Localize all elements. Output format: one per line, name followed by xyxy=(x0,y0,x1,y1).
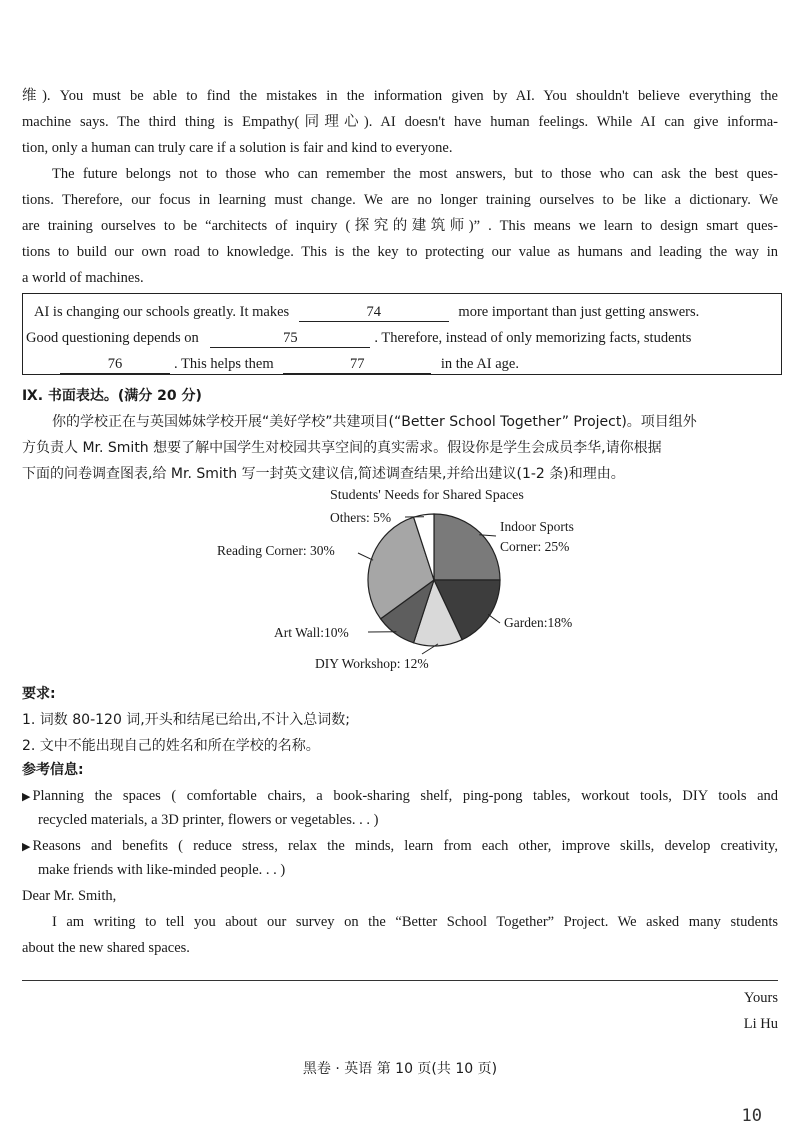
blank-76[interactable]: 76 xyxy=(60,356,170,374)
summary-line-3 xyxy=(60,354,778,374)
passage-line: 维). You must be able to find the mistakes in the information given by AI. You shouldn't believe everything the xyxy=(22,88,778,104)
summary-line-1 xyxy=(34,302,778,322)
reference-reasons-text: Reasons and benefits ( reduce stress, relax the minds, learn from each other, improve skills, develop creativity, xyxy=(32,838,778,854)
summary-text: AI is changing our schools greatly. It makes xyxy=(34,304,290,320)
summary-text: in the AI age. xyxy=(440,356,519,372)
reference-planning xyxy=(22,786,778,807)
triangle-bullet-icon: ▶ xyxy=(22,791,31,803)
reference-title: 参考信息: xyxy=(22,762,84,778)
requirement-item: 1. 词数 80-120 词,开头和结尾已给出,不计入总词数; xyxy=(22,712,350,728)
passage-line: are training ourselves to be “architects of inquiry (探究的建筑师)” . This means we learn to design smart ques- xyxy=(22,218,778,234)
reference-planning-cont: recycled materials, a 3D printer, flowers or vegetables. . . ) xyxy=(38,812,379,828)
passage-line: tion, only a human can truly care if a solution is fair and kind to everyone. xyxy=(22,140,453,156)
passage-line: tions to build our own road to knowledge. This is the key to protecting our value as humans and leading the way in xyxy=(22,244,778,260)
section-intro-line: 你的学校正在与英国姊妹学校开展“美好学校”共建项目(“Better School Together” Project)。项目组外 xyxy=(52,414,697,430)
reference-planning-text: Planning the spaces ( comfortable chairs, a book-sharing shelf, ping-pong tables, workout tools, DIY tools and xyxy=(32,788,778,804)
blank-75[interactable]: 75 xyxy=(210,330,370,348)
summary-text: Good questioning depends on xyxy=(26,330,199,346)
passage-line: tions. Therefore, our focus in learning must change. We are no longer training ourselves to be like a dictionary. We xyxy=(22,192,778,208)
leader-line xyxy=(488,614,500,623)
summary-line-2 xyxy=(26,328,778,348)
section-intro-line: 下面的问卷调查图表,给 Mr. Smith 写一封英文建议信,简述调查结果,并给出建议(1-2 条)和理由。 xyxy=(22,466,625,482)
section-title: Ⅸ. 书面表达。(满分 20 分) xyxy=(22,388,202,404)
pie-label: Corner: 25% xyxy=(500,539,570,554)
pie-label: Art Wall:10% xyxy=(274,625,349,640)
summary-text: . Therefore, instead of only memorizing facts, students xyxy=(374,330,692,346)
pie-label: Indoor Sports xyxy=(500,519,574,534)
writing-area-divider xyxy=(22,980,778,981)
blank-77[interactable]: 77 xyxy=(283,356,431,374)
letter-opening-line: I am writing to tell you about our survey on the “Better School Together” Project. We asked many students xyxy=(52,914,778,930)
pie-label: Reading Corner: 30% xyxy=(217,543,335,558)
passage-line: a world of machines. xyxy=(22,270,144,286)
reference-reasons xyxy=(22,836,778,857)
requirement-item: 2. 文中不能出现自己的姓名和所在学校的名称。 xyxy=(22,738,320,754)
summary-text: . This helps them xyxy=(174,356,274,372)
requirements-title: 要求: xyxy=(22,686,56,702)
letter-signature: Li Hu xyxy=(743,1016,778,1032)
page-footer: 黑卷 · 英语 第 10 页(共 10 页) xyxy=(302,1061,498,1077)
pie-slices xyxy=(368,514,500,646)
passage-line: machine says. The third thing is Empathy(同理心). AI doesn't have human feelings. While AI can give informa- xyxy=(22,114,778,130)
pie-slice-indoor-sports-corner xyxy=(434,514,500,580)
pie-label: DIY Workshop: 12% xyxy=(315,656,429,671)
letter-closing: Yours xyxy=(744,990,778,1006)
letter-opening-line: about the new shared spaces. xyxy=(22,940,190,956)
pie-label: Others: 5% xyxy=(330,510,392,525)
blank-74[interactable]: 74 xyxy=(299,304,449,322)
reference-reasons-cont: make friends with like-minded people. . . ) xyxy=(38,862,286,878)
chart-title: Students' Needs for Shared Spaces xyxy=(330,488,524,503)
triangle-bullet-icon: ▶ xyxy=(22,841,31,853)
leader-line xyxy=(358,553,373,560)
pie-label: Garden:18% xyxy=(504,615,573,630)
passage-line: The future belongs not to those who can remember the most answers, but to those who can ask the best ques- xyxy=(52,166,778,182)
page-number: 10 xyxy=(741,1106,762,1126)
letter-greeting: Dear Mr. Smith, xyxy=(22,888,117,904)
summary-text: more important than just getting answers. xyxy=(458,304,700,320)
pie-chart xyxy=(200,484,600,676)
section-intro-line: 方负责人 Mr. Smith 想要了解中国学生对校园共享空间的真实需求。假设你是学生会成员李华,请你根据 xyxy=(22,440,662,456)
